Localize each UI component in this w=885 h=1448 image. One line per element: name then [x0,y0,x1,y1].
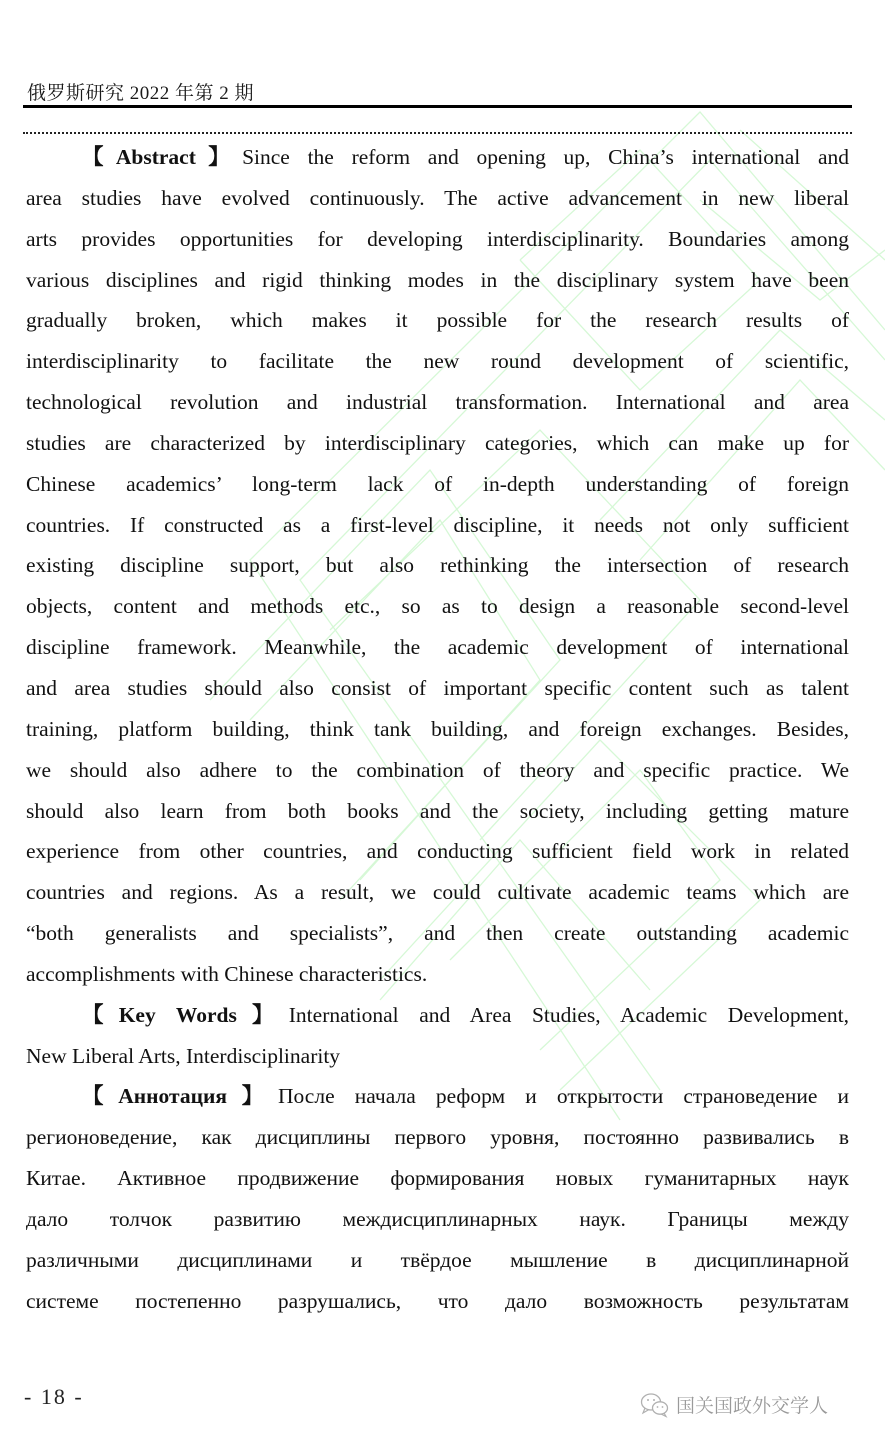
text-line: training, platform building, think tank building, and foreign exchanges. Besides, [26,716,849,741]
running-head: 俄罗斯研究 2022 年第 2 期 [27,83,255,104]
text-line: existing discipline support, but also rethinking the intersection of research [26,553,849,578]
wechat-icon [640,1392,670,1418]
annotation-label: 【Аннотация】 [82,1084,278,1109]
text-line: area studies have evolved continuously. The active advancement in new liberal [26,185,849,210]
text-line [26,1076,849,1117]
text-line: gradually broken, which makes it possible for the research results of [26,308,849,333]
dotted-separator [23,132,852,134]
text-line: discipline framework. Meanwhile, the academic development of international [26,635,849,660]
text-line: we should also adhere to the combination of theory and specific practice. We [26,757,849,782]
text-line: arts provides opportunities for developing interdisciplinarity. Boundaries among [26,226,849,251]
text-line: technological revolution and industrial transformation. International and area [26,390,849,415]
text-line: регионоведение, как дисциплины первого уровня, постоянно развивались в [26,1125,849,1150]
annotation-paragraph [26,1076,849,1321]
page-number: - 18 - [24,1384,84,1409]
keywords-line: International and Area Studies, Academic Development, [288,1002,849,1027]
abstract-paragraph [26,137,849,995]
text-line: interdisciplinarity to facilitate the new round development of scientific, [26,349,849,374]
text-line [26,995,849,1036]
text-line: experience from other countries, and conducting sufficient field work in related [26,839,849,864]
text-line: дало толчок развитию междисциплинарных наук. Границы между [26,1206,849,1231]
header-rule [23,105,852,108]
text-line: системе постепенно разрушались, что дало возможность результатам [26,1288,849,1313]
text-line: countries. If constructed as a first-level discipline, it needs not only sufficient [26,512,849,537]
text-line: and area studies should also consist of important specific content such as talent [26,675,849,700]
text-line: “both generalists and specialists”, and then create outstanding academic [26,921,849,946]
text-line: различными дисциплинами и твёрдое мышление в дисциплинарной [26,1247,849,1272]
abstract-line: Since the reform and opening up, China’s international and [242,145,849,169]
abstract-label: 【Abstract】 [82,145,243,169]
keywords-label: 【Key Words】 [82,1002,289,1027]
article-body [26,137,849,1321]
wechat-account-name: 国关国政外交学人 [676,1395,829,1417]
text-line: studies are characterized by interdisciplinary categories, which can make up for [26,430,849,455]
text-line: countries and regions. As a result, we could cultivate academic teams which are [26,880,849,905]
keywords-paragraph [26,995,849,1077]
text-line [26,137,849,178]
wechat-watermark [640,1391,828,1418]
text-line: should also learn from both books and the society, including getting mature [26,798,849,823]
text-line: objects, content and methods etc., so as to design a reasonable second-level [26,594,849,619]
text-line: Китае. Активное продвижение формирования новых гуманитарных наук [26,1166,849,1191]
text-line: New Liberal Arts, Interdisciplinarity [26,1043,341,1068]
text-line: various disciplines and rigid thinking modes in the disciplinary system have been [26,267,849,292]
annotation-line: После начала реформ и открытости страноведение и [277,1084,849,1109]
text-line: Chinese academics’ long-term lack of in-depth understanding of foreign [26,471,849,496]
text-line: accomplishments with Chinese characteristics. [26,961,428,986]
